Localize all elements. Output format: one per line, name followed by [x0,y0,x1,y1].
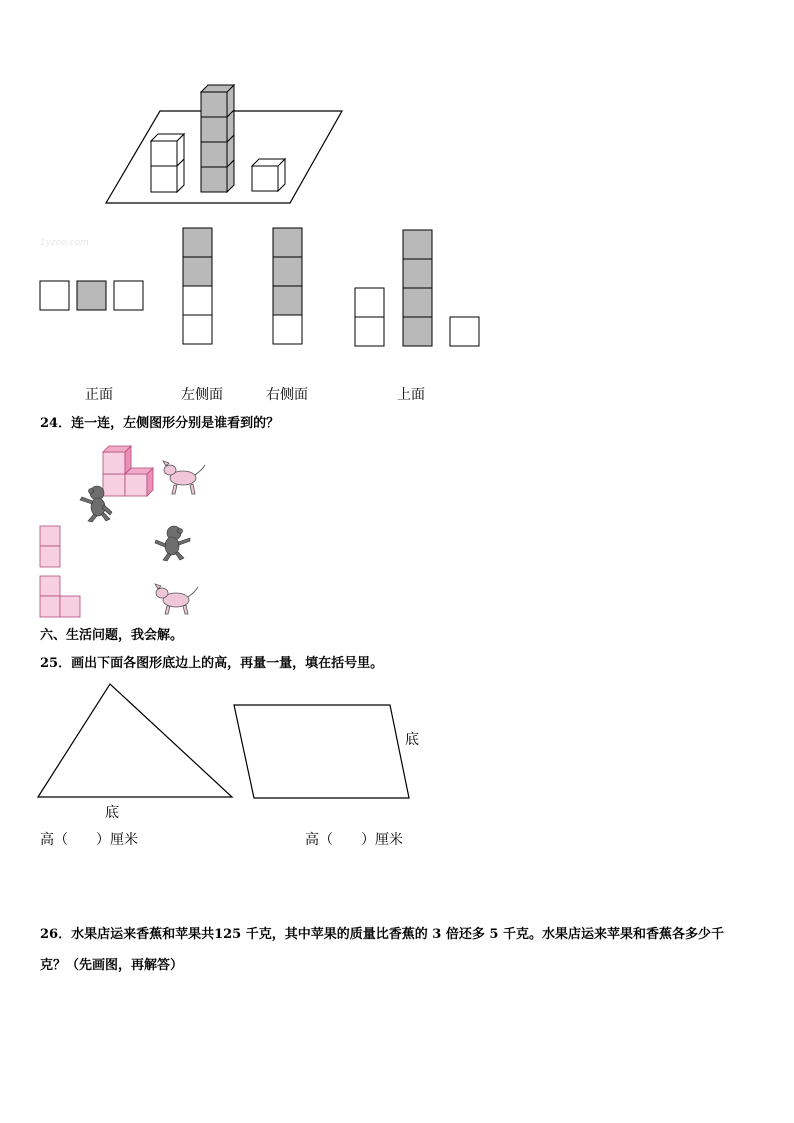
parallelogram-height-answer: 高（ ）厘米 [305,832,403,848]
parallelogram-base-label: 底 [405,732,419,748]
triangle-shape [38,684,232,797]
q25-title: 25．画出下面各图形底边上的高，再量一量，填在括号里。 [40,656,384,671]
q26-line-2: 克？（先画图，再解答） [40,958,184,973]
q26-line-1: 26．水果店运来香蕉和苹果共125 千克，其中苹果的质量比香蕉的 3 倍还多 5 千克。水果店运来苹果和香蕉各多少千 [40,927,724,942]
section-6-title: 六、生活问题，我会解。 [40,628,184,643]
q24-title: 24．连一连，左侧图形分别是谁看到的？ [40,416,280,431]
parallelogram-shape [234,705,409,798]
triangle-base-label: 底 [105,805,119,821]
left-view-label: 左侧面 [181,387,223,403]
right-view-label: 右侧面 [266,387,308,403]
watermark: 1yzoo.com [40,238,89,248]
top-view-label: 上面 [397,387,425,403]
front-view-label: 正面 [85,387,113,403]
triangle-height-answer: 高（ ）厘米 [40,832,138,848]
